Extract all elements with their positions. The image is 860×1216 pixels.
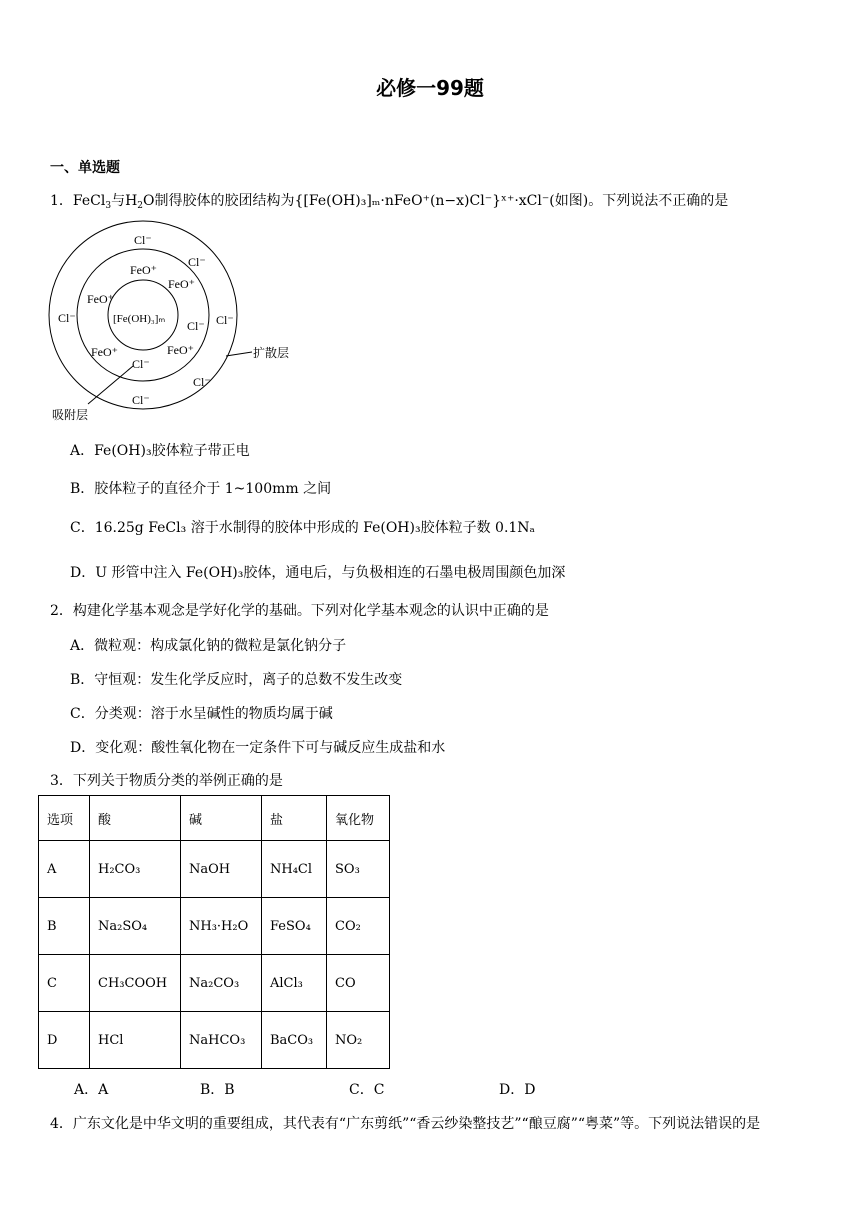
diffuse-layer-pointer xyxy=(226,352,252,356)
table-cell: NH₄Cl xyxy=(262,841,327,898)
ion-label: Cl⁻ xyxy=(216,313,234,327)
table-cell: Na₂CO₃ xyxy=(181,955,262,1012)
q3-option-d[interactable]: D．D xyxy=(499,1082,536,1098)
ion-label: FeO⁺ xyxy=(91,345,118,359)
table-cell: HCl xyxy=(90,1012,181,1069)
table-row xyxy=(39,955,390,1012)
q3-stem: 3．下列关于物质分类的举例正确的是 xyxy=(50,773,283,789)
table-cell: BaCO₃ xyxy=(262,1012,327,1069)
q3-option-c[interactable]: C．C xyxy=(349,1082,385,1098)
table-header-cell: 氧化物 xyxy=(327,796,390,841)
table-header-cell: 盐 xyxy=(262,796,327,841)
table-cell: CH₃COOH xyxy=(90,955,181,1012)
table-row xyxy=(39,841,390,898)
ion-label: FeO⁺ xyxy=(167,343,194,357)
table-header-row xyxy=(39,796,390,841)
section-heading: 一、单选题 xyxy=(50,160,120,176)
q1-option-a[interactable]: A．Fe(OH)₃胶体粒子带正电 xyxy=(70,443,250,459)
table-cell: B xyxy=(39,898,90,955)
table-header-cell: 酸 xyxy=(90,796,181,841)
ion-label: Cl⁻ xyxy=(132,393,150,407)
page-title: 必修一99题 xyxy=(376,76,484,100)
adsorption-layer-pointer xyxy=(88,366,133,404)
table-row xyxy=(39,1012,390,1069)
q1-option-b[interactable]: B．胶体粒子的直径介于 1~100mm 之间 xyxy=(70,481,332,497)
table-cell: NO₂ xyxy=(327,1012,390,1069)
q3-option-a[interactable]: A．A xyxy=(74,1082,109,1098)
q4-stem: 4．广东文化是中华文明的重要组成，其代表有“广东剪纸”“香云纱染整技艺”“酿豆腐”“粤菜”等。下列说法错误的是 xyxy=(50,1116,761,1132)
ion-label: Cl⁻ xyxy=(188,255,206,269)
q2-option-d[interactable]: D．变化观：酸性氧化物在一定条件下可与碱反应生成盐和水 xyxy=(70,740,446,756)
diffuse-layer-label: 扩散层 xyxy=(253,346,290,360)
ion-label: FeO⁺ xyxy=(168,277,195,291)
table-header-cell: 碱 xyxy=(181,796,262,841)
table-cell: A xyxy=(39,841,90,898)
q1-stem-text: 1．FeCl xyxy=(50,193,106,209)
table-cell: C xyxy=(39,955,90,1012)
q1-stem-suffix: (如图)。下列说法不正确的是 xyxy=(549,193,729,209)
q2-stem: 2．构建化学基本观念是学好化学的基础。下列对化学基本观念的认识中正确的是 xyxy=(50,603,549,619)
table-cell: NH₃·H₂O xyxy=(181,898,262,955)
q1-option-d[interactable]: D．U 形管中注入 Fe(OH)₃胶体，通电后，与负极相连的石墨电极周围颜色加深 xyxy=(70,565,566,581)
table-cell: CO xyxy=(327,955,390,1012)
table-cell: H₂CO₃ xyxy=(90,841,181,898)
ion-label: Cl⁻ xyxy=(193,375,211,389)
q3-option-b[interactable]: B．B xyxy=(200,1082,235,1098)
table-header-cell: 选项 xyxy=(39,796,90,841)
ion-label: Cl⁻ xyxy=(134,233,152,247)
q1-stem-mid2: O制得胶体的胶团结构为 xyxy=(143,193,295,209)
ion-label: FeO⁺ xyxy=(130,263,157,277)
table-cell: SO₃ xyxy=(327,841,390,898)
q1-option-c[interactable]: C．16.25g FeCl₃ 溶于水制得的胶体中形成的 Fe(OH)₃胶体粒子数 0.1Nₐ xyxy=(70,520,535,536)
ion-label: Cl⁻ xyxy=(187,319,205,333)
colloid-micelle-diagram xyxy=(40,218,340,428)
q1-stem-mid1: 与H xyxy=(111,193,138,209)
table-row xyxy=(39,898,390,955)
table-cell: NaOH xyxy=(181,841,262,898)
adsorption-layer-label: 吸附层 xyxy=(52,408,89,422)
table-cell: D xyxy=(39,1012,90,1069)
q2-option-c[interactable]: C．分类观：溶于水呈碱性的物质均属于碱 xyxy=(70,706,333,722)
q2-option-a[interactable]: A．微粒观：构成氯化钠的微粒是氯化钠分子 xyxy=(70,638,347,654)
table-cell: AlCl₃ xyxy=(262,955,327,1012)
ion-label: FeO⁺ xyxy=(87,292,114,306)
table-cell: NaHCO₃ xyxy=(181,1012,262,1069)
q1-stem: 1．FeCl$_3$与$H_2O$制得胶体的胶团结构为{[Fe(OH)₃]ₘ·nFeO⁺(n−x)Cl⁻}ˣ⁺·xCl⁻(如图)。下列说法不正确的是 xyxy=(50,193,729,211)
classification-table xyxy=(38,795,390,1069)
core-label: [Fe(OH)₃]ₘ xyxy=(113,313,166,325)
table-cell: FeSO₄ xyxy=(262,898,327,955)
table-cell: Na₂SO₄ xyxy=(90,898,181,955)
ion-label: Cl⁻ xyxy=(58,311,76,325)
q2-option-b[interactable]: B．守恒观：发生化学反应时，离子的总数不发生改变 xyxy=(70,672,403,688)
ion-label: Cl⁻ xyxy=(132,357,150,371)
q1-formula: {[Fe(OH)₃]ₘ·nFeO⁺(n−x)Cl⁻}ˣ⁺·xCl⁻ xyxy=(294,193,550,209)
table-cell: CO₂ xyxy=(327,898,390,955)
